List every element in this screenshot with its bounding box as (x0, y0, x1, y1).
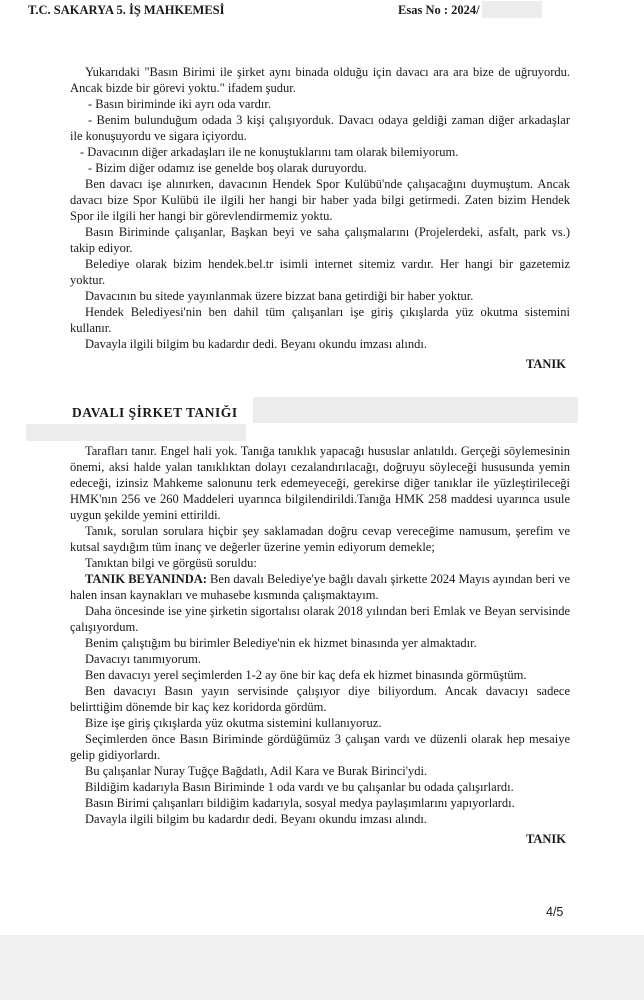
bullet-line: - Davacının diğer arkadaşları ile ne konuştuklarını tam olarak bilemiyorum. (80, 145, 459, 159)
paragraph: Hendek Belediyesi'nin ben dahil tüm çalışanları işe giriş çıkışlarda yüz okutma sistemini kullanır. (70, 305, 570, 335)
paragraph: Belediye olarak bizim hendek.bel.tr isimli internet sitemiz vardır. Her hangi bir gazetemiz yoktur. (70, 257, 570, 287)
first-witness-statement (70, 64, 570, 372)
paragraph: Ben davacıyı Basın yayın servisinde çalışıyor diye biliyordum. Ancak davacıyı sadece belirttiğim dönemde bir kaç kez koridorda gördüm. (70, 684, 570, 714)
paragraph: Davacının bu sitede yayınlanmak üzere bizzat bana getirdiği bir haber yoktur. (85, 289, 474, 303)
paragraph: Bu çalışanlar Nuray Tuğçe Bağdatlı, Adil Kara ve Burak Birinci'ydi. (85, 764, 428, 778)
court-name: T.C. SAKARYA 5. İŞ MAHKEMESİ (28, 3, 225, 17)
paragraph: Bize işe giriş çıkışlarda yüz okutma sistemini kullanıyoruz. (85, 716, 382, 730)
paragraph: Ben davacı işe alınırken, davacının Hendek Spor Kulübü'nde çalışacağını duymuştum. Ancak davacı bize Spor Kulübü ile ilgili her hangi bir haber yada bilgi getirmedi. Zaten bizim Hendek Spor ile ilgili her hangi bir görevlendirmemiz yoktu. (70, 177, 570, 223)
redaction-box (482, 1, 542, 18)
section-title: DAVALI ŞİRKET TANIĞI (72, 405, 238, 420)
paragraph: Yukarıdaki "Basın Birimi ile şirket aynı binada olduğu için davacı ara ara bize de uğruyordu. Ancak bizde bir görevi yoktu." ifadem şudur. (70, 65, 570, 95)
page-header (0, 0, 644, 24)
bullet-line: - Benim bulunduğum odada 3 kişi çalışıyorduk. Davacı odaya geldiği zaman diğer arkadaşlar ile konuşuyordu ve sigara içiyordu. (70, 113, 570, 143)
paragraph: Basın Biriminde çalışanlar, Başkan beyi ve saha çalışmalarını (Projelerdeki, asfalt, park vs.) takip ediyor. (70, 225, 570, 255)
paragraph: Basın Birimi çalışanları bildiğim kadarıyla, sosyal medya paylaşımlarını yapıyorlardı. (85, 796, 515, 810)
paragraph: Daha öncesinde ise yine şirketin sigortalısı olarak 2018 yılından beri Emlak ve Beyan servisinde çalışıyordum. (70, 604, 570, 634)
page-number: 4/5 (546, 905, 564, 919)
witness-signature-label: TANIK (525, 832, 566, 846)
redaction-box (26, 424, 246, 441)
case-number-label: Esas No : 2024/ (398, 3, 480, 17)
statement-paragraph (70, 571, 570, 603)
paragraph: Bildiğim kadarıyla Basın Biriminde 1 oda vardı ve bu çalışanlar bu odada çalışırlardı. (85, 780, 514, 794)
redaction-box (253, 397, 578, 423)
statement-text: Ben davalı Belediye'ye bağlı davalı şirkette 2024 Mayıs ayından beri ve halen insan kaynakları ve muhasebe kısmında çalışmaktayım. (70, 572, 570, 602)
statement-label: TANIK BEYANINDA: (85, 572, 207, 586)
paragraph: Davayla ilgili bilgim bu kadardır dedi. Beyanı okundu imzası alındı. (85, 337, 427, 351)
bullet-line: - Bizim diğer odamız ise genelde boş olarak duruyordu. (88, 161, 367, 175)
paragraph: Davacıyı tanımıyorum. (85, 652, 201, 666)
paragraph: Tanık, sorulan sorulara hiçbir şey saklamadan doğru cevap vereceğime namusum, şerefim ve kutsal saydığım tüm inanç ve değerler üzerine yemin ediyorum demekle; (70, 524, 570, 554)
second-witness-statement (70, 443, 570, 847)
paragraph: Benim çalıştığım bu birimler Belediye'nin ek hizmet binasında yer almaktadır. (85, 636, 477, 650)
paragraph: Seçimlerden önce Basın Biriminde gördüğümüz 3 çalışan vardı ve düzenli olarak hep mesaiye gelip gidiyorlardı. (70, 732, 570, 762)
bullet-line: - Basın biriminde iki ayrı oda vardır. (88, 97, 271, 111)
paragraph: Davayla ilgili bilgim bu kadardır dedi. Beyanı okundu imzası alındı. (85, 812, 427, 826)
paragraph: Ben davacıyı yerel seçimlerden 1-2 ay öne bir kaç defa ek hizmet binasında görmüştüm. (85, 668, 527, 682)
paragraph: Tanıktan bilgi ve görgüsü soruldu: (85, 556, 257, 570)
witness-signature-label: TANIK (525, 357, 566, 371)
paragraph: Tarafları tanır. Engel hali yok. Tanığa tanıklık yapacağı hususlar anlatıldı. Gerçeği söylemesinin önemi, aksi halde yalan tanıklıktan dolayı cezalandırılacağı, doğruyu söyleceği hususunda yemin edeceği, izinsiz Mahkeme salonunu terk edemeyeceği, gerekirse diğer tanıklar ile yüzleştirileceği HMK'nın 256 ve 260 Maddeleri uyarınca bilgilendirildi.Tanığa HMK 258 maddesi uyarınca usule uygun şekilde yemini ettirildi. (70, 444, 570, 522)
page-footer-band (0, 935, 644, 1000)
